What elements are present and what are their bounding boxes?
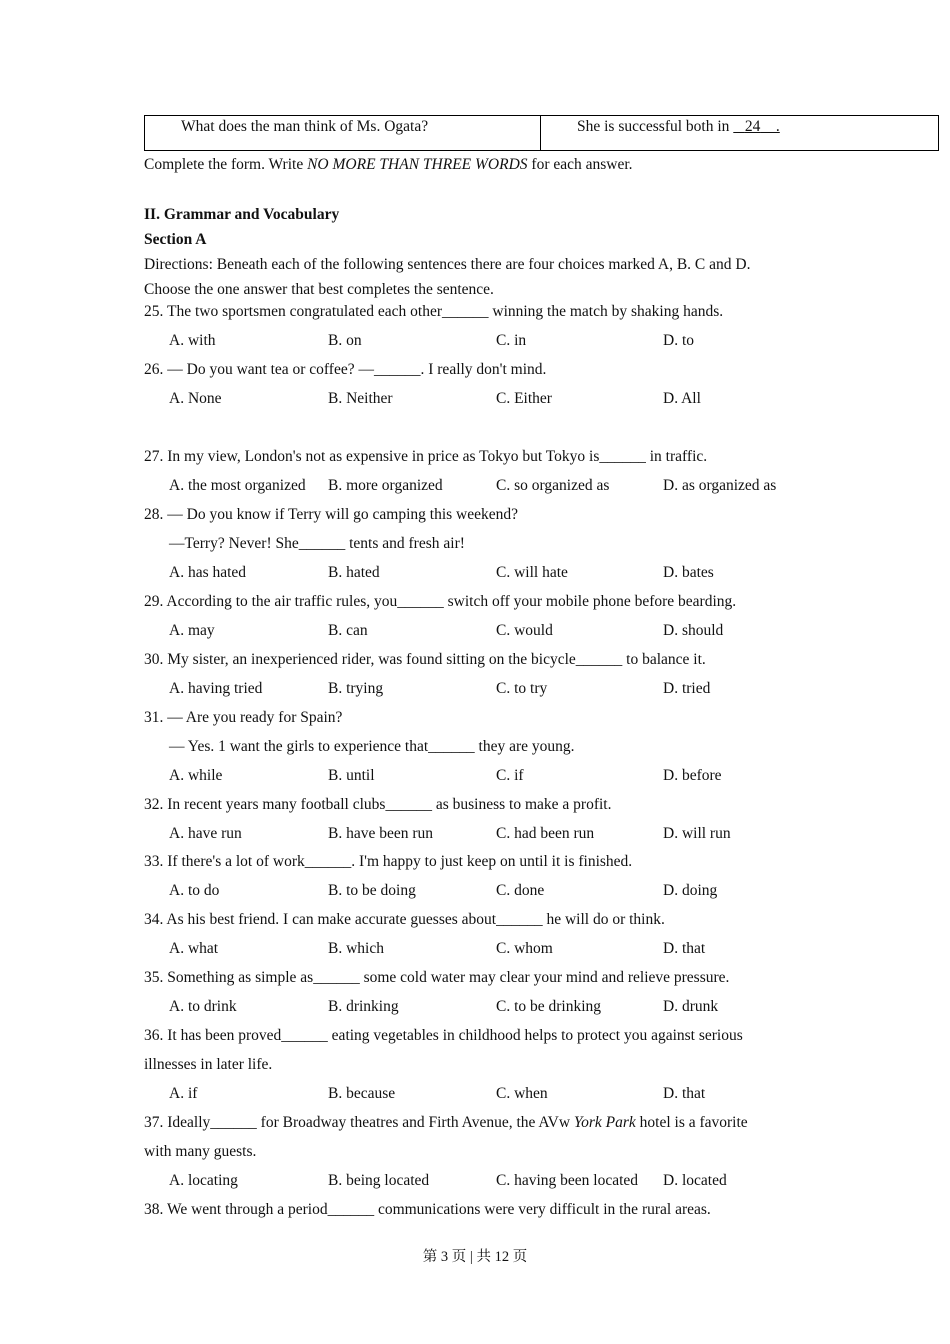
question-32-line-1: 32. In recent years many football clubs______ as business to make a profit. bbox=[144, 796, 612, 813]
question-31-option-c: C. if bbox=[496, 767, 524, 784]
question-33-option-d: D. doing bbox=[663, 882, 718, 899]
question-35-option-d: D. drunk bbox=[663, 998, 719, 1015]
table-divider bbox=[540, 116, 541, 150]
section-title: II. Grammar and Vocabulary bbox=[144, 206, 340, 223]
question-36-option-b: B. because bbox=[328, 1085, 396, 1102]
question-37-option-d: D. located bbox=[663, 1172, 727, 1189]
instruction-emph: NO MORE THAN THREE WORDS bbox=[307, 156, 528, 173]
question-27-option-b: B. more organized bbox=[328, 477, 443, 494]
question-37-line-2: with many guests. bbox=[144, 1143, 257, 1160]
question-34-line-1: 34. As his best friend. I can make accurate guesses about______ he will do or think. bbox=[144, 911, 665, 928]
question-26-option-b: B. Neither bbox=[328, 390, 393, 407]
question-29-option-c: C. would bbox=[496, 622, 553, 639]
question-30-option-d: D. tried bbox=[663, 680, 711, 697]
question-31-line-2: — Yes. 1 want the girls to experience that______ they are young. bbox=[169, 738, 575, 755]
question-29-option-b: B. can bbox=[328, 622, 368, 639]
question-37-line-1: 37. Ideally______ for Broadway theatres and Firth Avenue, the AVw York Park hotel is a favorite bbox=[144, 1114, 748, 1131]
question-37-after-italic: hotel is a favorite bbox=[635, 1114, 748, 1131]
question-32-option-c: C. had been run bbox=[496, 825, 595, 842]
question-36-line-2: illnesses in later life. bbox=[144, 1056, 273, 1073]
answer-form-table bbox=[144, 115, 939, 151]
page-footer: 第 3 页 | 共 12 页 bbox=[422, 1249, 528, 1265]
question-30-option-c: C. to try bbox=[496, 680, 548, 697]
question-30-option-a: A. having tried bbox=[169, 680, 263, 697]
form-answer-cell bbox=[577, 118, 780, 136]
question-36-option-c: C. when bbox=[496, 1085, 548, 1102]
question-26-option-d: D. All bbox=[663, 390, 701, 407]
question-29-option-d: D. should bbox=[663, 622, 724, 639]
question-35-option-b: B. drinking bbox=[328, 998, 399, 1015]
question-26-option-a: A. None bbox=[169, 390, 222, 407]
question-33-option-c: C. done bbox=[496, 882, 545, 899]
question-27-option-d: D. as organized as bbox=[663, 477, 777, 494]
question-25-option-b: B. on bbox=[328, 332, 362, 349]
question-36-option-d: D. that bbox=[663, 1085, 706, 1102]
question-34-option-a: A. what bbox=[169, 940, 219, 957]
form-answer-prefix: She is successful both in bbox=[577, 118, 734, 135]
question-28-option-b: B. hated bbox=[328, 564, 380, 581]
question-33-option-b: B. to be doing bbox=[328, 882, 416, 899]
question-29-option-a: A. may bbox=[169, 622, 215, 639]
directions-line-2: Choose the one answer that best completes the sentence. bbox=[144, 281, 494, 298]
question-38-line-1: 38. We went through a period______ communications were very difficult in the rural areas. bbox=[144, 1201, 711, 1218]
question-35-line-1: 35. Something as simple as______ some cold water may clear your mind and relieve pressure. bbox=[144, 969, 730, 986]
question-25-option-a: A. with bbox=[169, 332, 216, 349]
instruction-pre: Complete the form. Write bbox=[144, 156, 308, 173]
question-31-option-a: A. while bbox=[169, 767, 223, 784]
question-28-option-d: D. bates bbox=[663, 564, 714, 581]
form-question-cell: What does the man think of Ms. Ogata? bbox=[181, 118, 429, 135]
form-instruction bbox=[144, 156, 633, 174]
question-25-option-c: C. in bbox=[496, 332, 527, 349]
question-31-line-1: 31. — Are you ready for Spain? bbox=[144, 709, 343, 726]
section-subtitle: Section A bbox=[144, 231, 207, 248]
question-36-option-a: A. if bbox=[169, 1085, 198, 1102]
question-25-line-1: 25. The two sportsmen congratulated each other______ winning the match by shaking hands. bbox=[144, 303, 724, 320]
question-37-italic: York Park bbox=[573, 1114, 636, 1131]
question-28-line-2: —Terry? Never! She______ tents and fresh air! bbox=[169, 535, 465, 552]
question-36-line-1: 36. It has been proved______ eating vegetables in childhood helps to protect you against serious bbox=[144, 1027, 743, 1044]
question-28-option-c: C. will hate bbox=[496, 564, 568, 581]
question-29-line-1: 29. According to the air traffic rules, you______ switch off your mobile phone before bearding. bbox=[144, 593, 737, 610]
question-30-line-1: 30. My sister, an inexperienced rider, was found sitting on the bicycle______ to balance it. bbox=[144, 651, 706, 668]
question-37-option-a: A. locating bbox=[169, 1172, 238, 1189]
question-27-option-a: A. the most organized bbox=[169, 477, 306, 494]
question-31-option-d: D. before bbox=[663, 767, 722, 784]
question-34-option-d: D. that bbox=[663, 940, 706, 957]
question-27-option-c: C. so organized as bbox=[496, 477, 610, 494]
directions-line-1: Directions: Beneath each of the following sentences there are four choices marked A, B. C and D. bbox=[144, 256, 751, 273]
question-32-option-a: A. have run bbox=[169, 825, 242, 842]
form-answer-blank: 24 . bbox=[744, 118, 780, 135]
question-26-option-c: C. Either bbox=[496, 390, 552, 407]
question-34-option-c: C. whom bbox=[496, 940, 553, 957]
question-33-option-a: A. to do bbox=[169, 882, 220, 899]
blank-number: 24 bbox=[744, 118, 761, 135]
question-33-line-1: 33. If there's a lot of work______. I'm happy to just keep on until it is finished. bbox=[144, 853, 633, 870]
question-28-option-a: A. has hated bbox=[169, 564, 247, 581]
question-30-option-b: B. trying bbox=[328, 680, 384, 697]
question-34-option-b: B. which bbox=[328, 940, 384, 957]
question-32-option-b: B. have been run bbox=[328, 825, 434, 842]
instruction-post: for each answer. bbox=[527, 156, 633, 173]
question-27-line-1: 27. In my view, London's not as expensive in price as Tokyo but Tokyo is______ in traffic. bbox=[144, 448, 708, 465]
question-35-option-a: A. to drink bbox=[169, 998, 237, 1015]
question-32-option-d: D. will run bbox=[663, 825, 731, 842]
question-37-option-c: C. having been located bbox=[496, 1172, 639, 1189]
question-25-option-d: D. to bbox=[663, 332, 694, 349]
question-35-option-c: C. to be drinking bbox=[496, 998, 602, 1015]
question-31-option-b: B. until bbox=[328, 767, 375, 784]
question-26-line-1: 26. — Do you want tea or coffee? —______. I really don't mind. bbox=[144, 361, 547, 378]
question-28-line-1: 28. — Do you know if Terry will go camping this weekend? bbox=[144, 506, 519, 523]
question-37-option-b: B. being located bbox=[328, 1172, 430, 1189]
